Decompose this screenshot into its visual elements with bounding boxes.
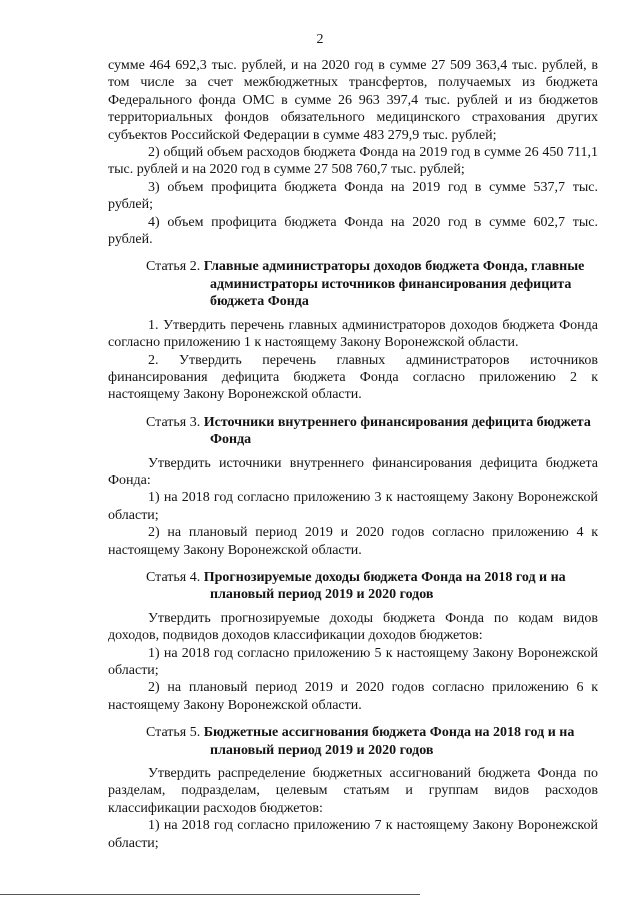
article-3-label: Статья 3. bbox=[146, 414, 201, 430]
article-5-paragraph-1: Утвердить распределение бюджетных ассигнований бюджета Фонда по разделам, подразделам, целевым статьям и группам видов расходов классификации расходов бюджетов: bbox=[108, 766, 598, 816]
article-2-title: Главные администраторы доходов бюджета Фонда, главные администраторы источников финансирования дефицита бюджета Фонда bbox=[203, 259, 585, 310]
article-5-title: Бюджетные ассигнования бюджета Фонда на 2018 год и на плановый период 2019 и 2020 годов bbox=[203, 725, 575, 758]
article-4-label: Статья 4. bbox=[146, 569, 201, 585]
article-2-paragraph-2: 2. Утвердить перечень главных администраторов источников финансирования дефицита бюджета Фонда согласно приложению 2 к настоящему Закону Воронежской области. bbox=[108, 352, 598, 403]
article-5-heading bbox=[146, 724, 598, 759]
article-5-paragraph-2: 1) на 2018 год согласно приложению 7 к настоящему Закону Воронежской области; bbox=[108, 818, 598, 851]
article-3-title: Источники внутреннего финансирования дефицита бюджета Фонда bbox=[203, 414, 591, 448]
article-2-label: Статья 2. bbox=[146, 259, 201, 275]
intro-paragraph-4: 4) объем профицита бюджета Фонда на 2020 год в сумме 602,7 тыс. рублей. bbox=[108, 214, 598, 248]
article-2-heading bbox=[146, 258, 598, 310]
article-3-paragraph-1: Утвердить источники внутреннего финансирования дефицита бюджета Фонда: bbox=[108, 455, 598, 488]
article-5-label: Статья 5. bbox=[146, 725, 201, 741]
bottom-divider bbox=[0, 894, 420, 895]
article-4-paragraph-3: 2) на плановый период 2019 и 2020 годов согласно приложению 6 к настоящему Закону Воронежской области. bbox=[108, 680, 598, 713]
article-4-paragraph-1: Утвердить прогнозируемые доходы бюджета Фонда по кодам видов доходов, подвидов доходов классификации доходов бюджетов: bbox=[108, 610, 598, 644]
article-4-title: Прогнозируемые доходы бюджета Фонда на 2018 год и на плановый период 2019 и 2020 годов bbox=[203, 569, 566, 603]
page-number: 2 bbox=[316, 32, 324, 47]
article-4-paragraph-2: 1) на 2018 год согласно приложению 5 к настоящему Закону Воронежской области; bbox=[108, 645, 598, 678]
document-body bbox=[108, 57, 598, 852]
intro-paragraph-3: 3) объем профицита бюджета Фонда на 2019 год в сумме 537,7 тыс. рублей; bbox=[108, 179, 598, 213]
article-3-paragraph-3: 2) на плановый период 2019 и 2020 годов согласно приложению 4 к настоящему Закону Воронежской области. bbox=[108, 525, 598, 558]
intro-paragraph-2: 2) общий объем расходов бюджета Фонда на 2019 год в сумме 26 450 711,1 тыс. рублей и на 2020 год в сумме 27 508 760,7 тыс. рублей; bbox=[108, 145, 598, 178]
intro-paragraph-1: сумме 464 692,3 тыс. рублей, и на 2020 год в сумме 27 509 363,4 тыс. рублей, в том числе за счет межбюджетных трансфертов, получаемых из бюджета Федерального фонда ОМС в сумме 26 963 397,4 тыс. рублей и из бюджетов территориальных фондов обязательного медицинского страхования других субъектов Российской Федерации в сумме 483 279,9 тыс. рублей; bbox=[108, 58, 598, 143]
article-2-paragraph-1: 1. Утвердить перечень главных администраторов доходов бюджета Фонда согласно приложению 1 к настоящему Закону Воронежской области. bbox=[108, 317, 598, 351]
article-3-heading bbox=[146, 414, 598, 449]
article-3-paragraph-2: 1) на 2018 год согласно приложению 3 к настоящему Закону Воронежской области; bbox=[108, 490, 598, 523]
article-4-heading bbox=[146, 569, 598, 604]
